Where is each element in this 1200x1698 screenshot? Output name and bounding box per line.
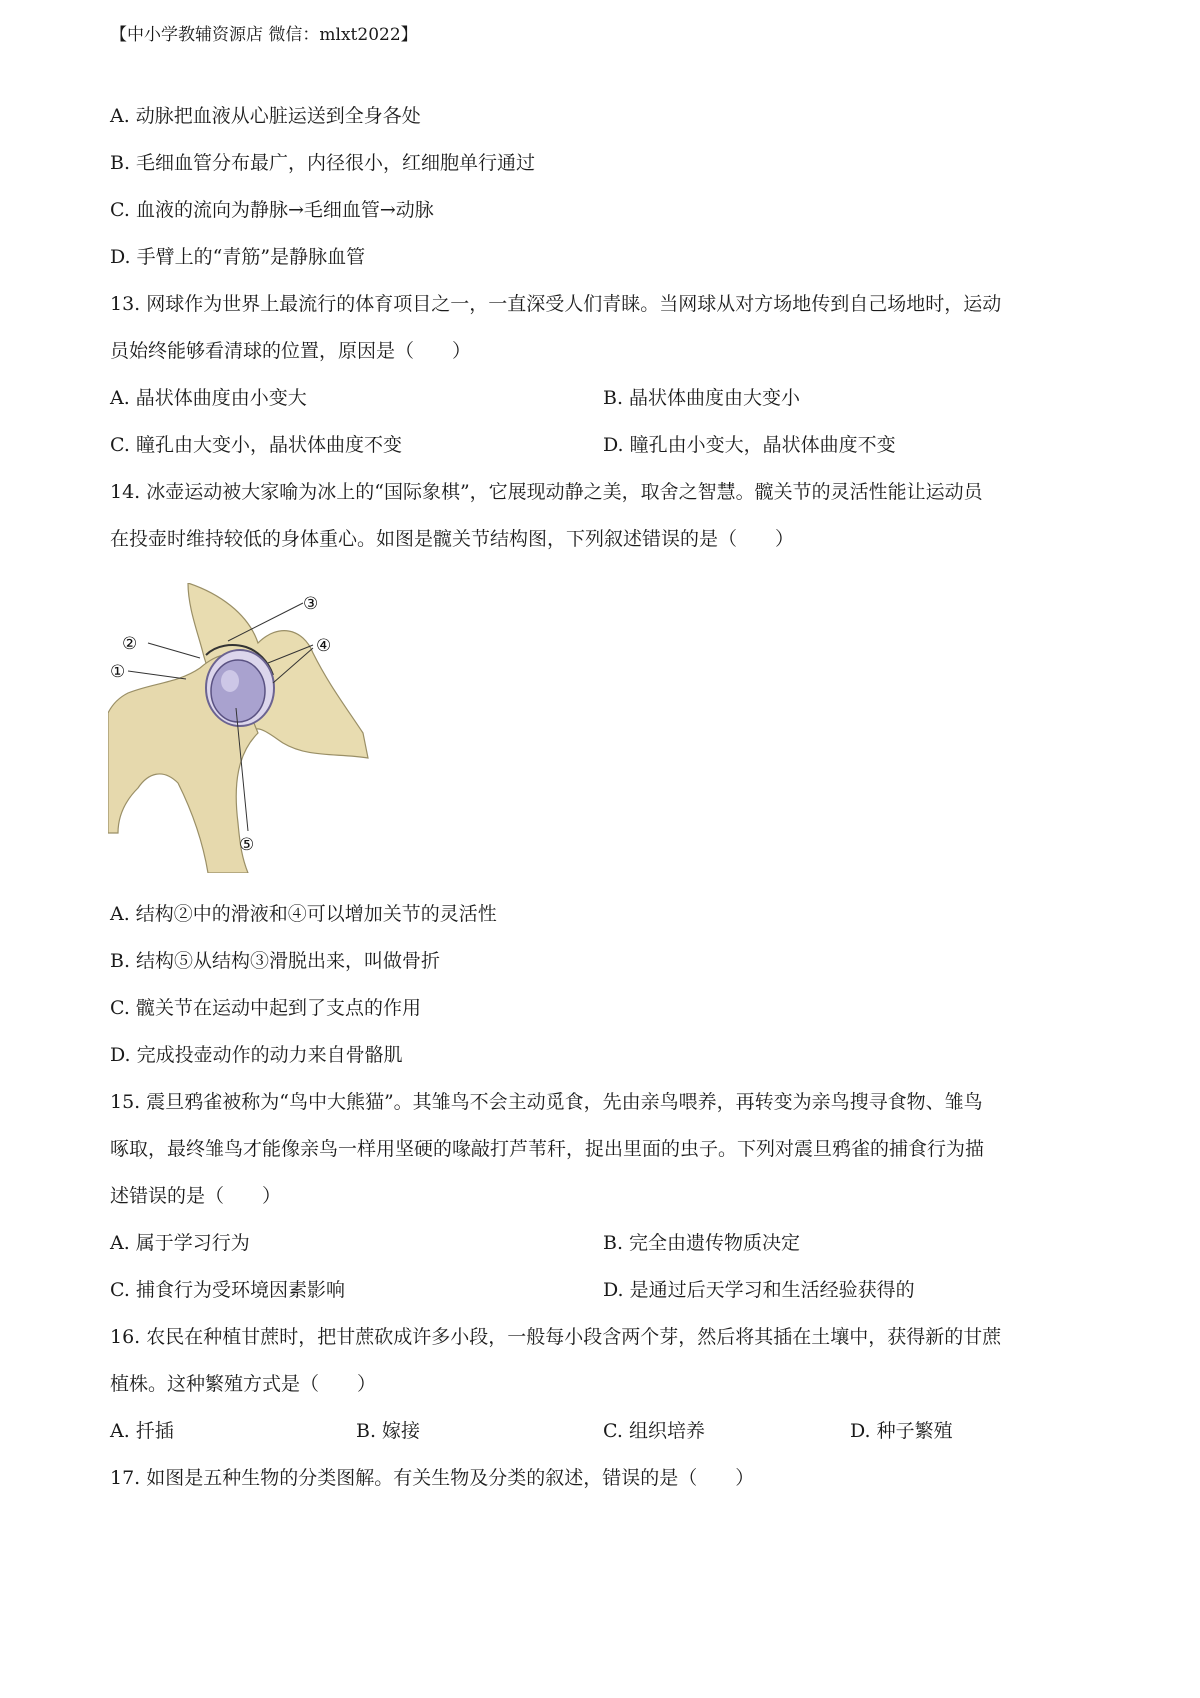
leader-line-1: [128, 671, 186, 679]
q14-option-b: B. 结构⑤从结构③滑脱出来，叫做骨折: [110, 950, 441, 972]
q16-option-c: C. 组织培养: [603, 1420, 705, 1442]
q15-option-a: A. 属于学习行为: [110, 1232, 250, 1254]
femoral-head-highlight: [221, 670, 239, 692]
figure-label-5: ⑤: [239, 835, 255, 855]
q15-stem-line-3: 述错误的是（ ）: [110, 1185, 282, 1207]
figure-label-3: ③: [303, 594, 319, 614]
q12-option-a: A. 动脉把血液从心脏运送到全身各处: [110, 105, 421, 127]
q14-stem-line-2: 在投壶时维持较低的身体重心。如图是髋关节结构图，下列叙述错误的是（ ）: [110, 528, 795, 550]
q12-option-d: D. 手臂上的“青筋”是静脉血管: [110, 246, 366, 268]
q13-option-c: C. 瞳孔由大变小，晶状体曲度不变: [110, 434, 402, 456]
q13-option-d: D. 瞳孔由小变大，晶状体曲度不变: [603, 434, 896, 456]
figure-label-4: ④: [316, 636, 332, 656]
q16-stem-line-1: 16. 农民在种植甘蔗时，把甘蔗砍成许多小段，一般每小段含两个芽，然后将其插在土壤中，获得新的甘蔗: [110, 1326, 1002, 1348]
q14-option-d: D. 完成投壶动作的动力来自骨骼肌: [110, 1044, 403, 1066]
leader-line-2: [148, 643, 200, 658]
page-header-watermark: 【中小学教辅资源店 微信：mlxt2022】: [110, 25, 418, 45]
q15-stem-line-1: 15. 震旦鸦雀被称为“鸟中大熊猫”。其雏鸟不会主动觅食，先由亲鸟喂养，再转变为亲鸟搜寻食物、雏鸟: [110, 1091, 983, 1113]
femoral-head: [211, 660, 265, 722]
q15-option-d: D. 是通过后天学习和生活经验获得的: [603, 1279, 915, 1301]
hip-joint-diagram: [108, 583, 370, 873]
q15-stem-line-2: 啄取，最终雏鸟才能像亲鸟一样用坚硬的喙敲打芦苇秆，捉出里面的虫子。下列对震旦鸦雀的捕食行为描: [110, 1138, 985, 1160]
q14-option-a: A. 结构②中的滑液和④可以增加关节的灵活性: [110, 903, 497, 925]
figure-label-1: ①: [110, 662, 126, 682]
q16-option-b: B. 嫁接: [356, 1420, 421, 1442]
q14-option-c: C. 髋关节在运动中起到了支点的作用: [110, 997, 421, 1019]
q12-option-c: C. 血液的流向为静脉→毛细血管→动脉: [110, 199, 434, 221]
figure-label-2: ②: [122, 634, 138, 654]
q15-option-b: B. 完全由遗传物质决定: [603, 1232, 801, 1254]
q13-option-b: B. 晶状体曲度由大变小: [603, 387, 801, 409]
q13-option-a: A. 晶状体曲度由小变大: [110, 387, 307, 409]
q12-option-b: B. 毛细血管分布最广，内径很小，红细胞单行通过: [110, 152, 536, 174]
q16-option-d: D. 种子繁殖: [850, 1420, 953, 1442]
q14-stem-line-1: 14. 冰壶运动被大家喻为冰上的“国际象棋”，它展现动静之美，取舍之智慧。髋关节的灵活性能让运动员: [110, 481, 983, 503]
q13-stem-line-2: 员始终能够看清球的位置，原因是（ ）: [110, 340, 472, 362]
q16-option-a: A. 扦插: [110, 1420, 174, 1442]
q13-stem-line-1: 13. 网球作为世界上最流行的体育项目之一，一直深受人们青睐。当网球从对方场地传到自己场地时，运动: [110, 293, 1002, 315]
q15-option-c: C. 捕食行为受环境因素影响: [110, 1279, 345, 1301]
q16-stem-line-2: 植株。这种繁殖方式是（ ）: [110, 1373, 377, 1395]
q17-stem-line-1: 17. 如图是五种生物的分类图解。有关生物及分类的叙述，错误的是（ ）: [110, 1467, 755, 1489]
